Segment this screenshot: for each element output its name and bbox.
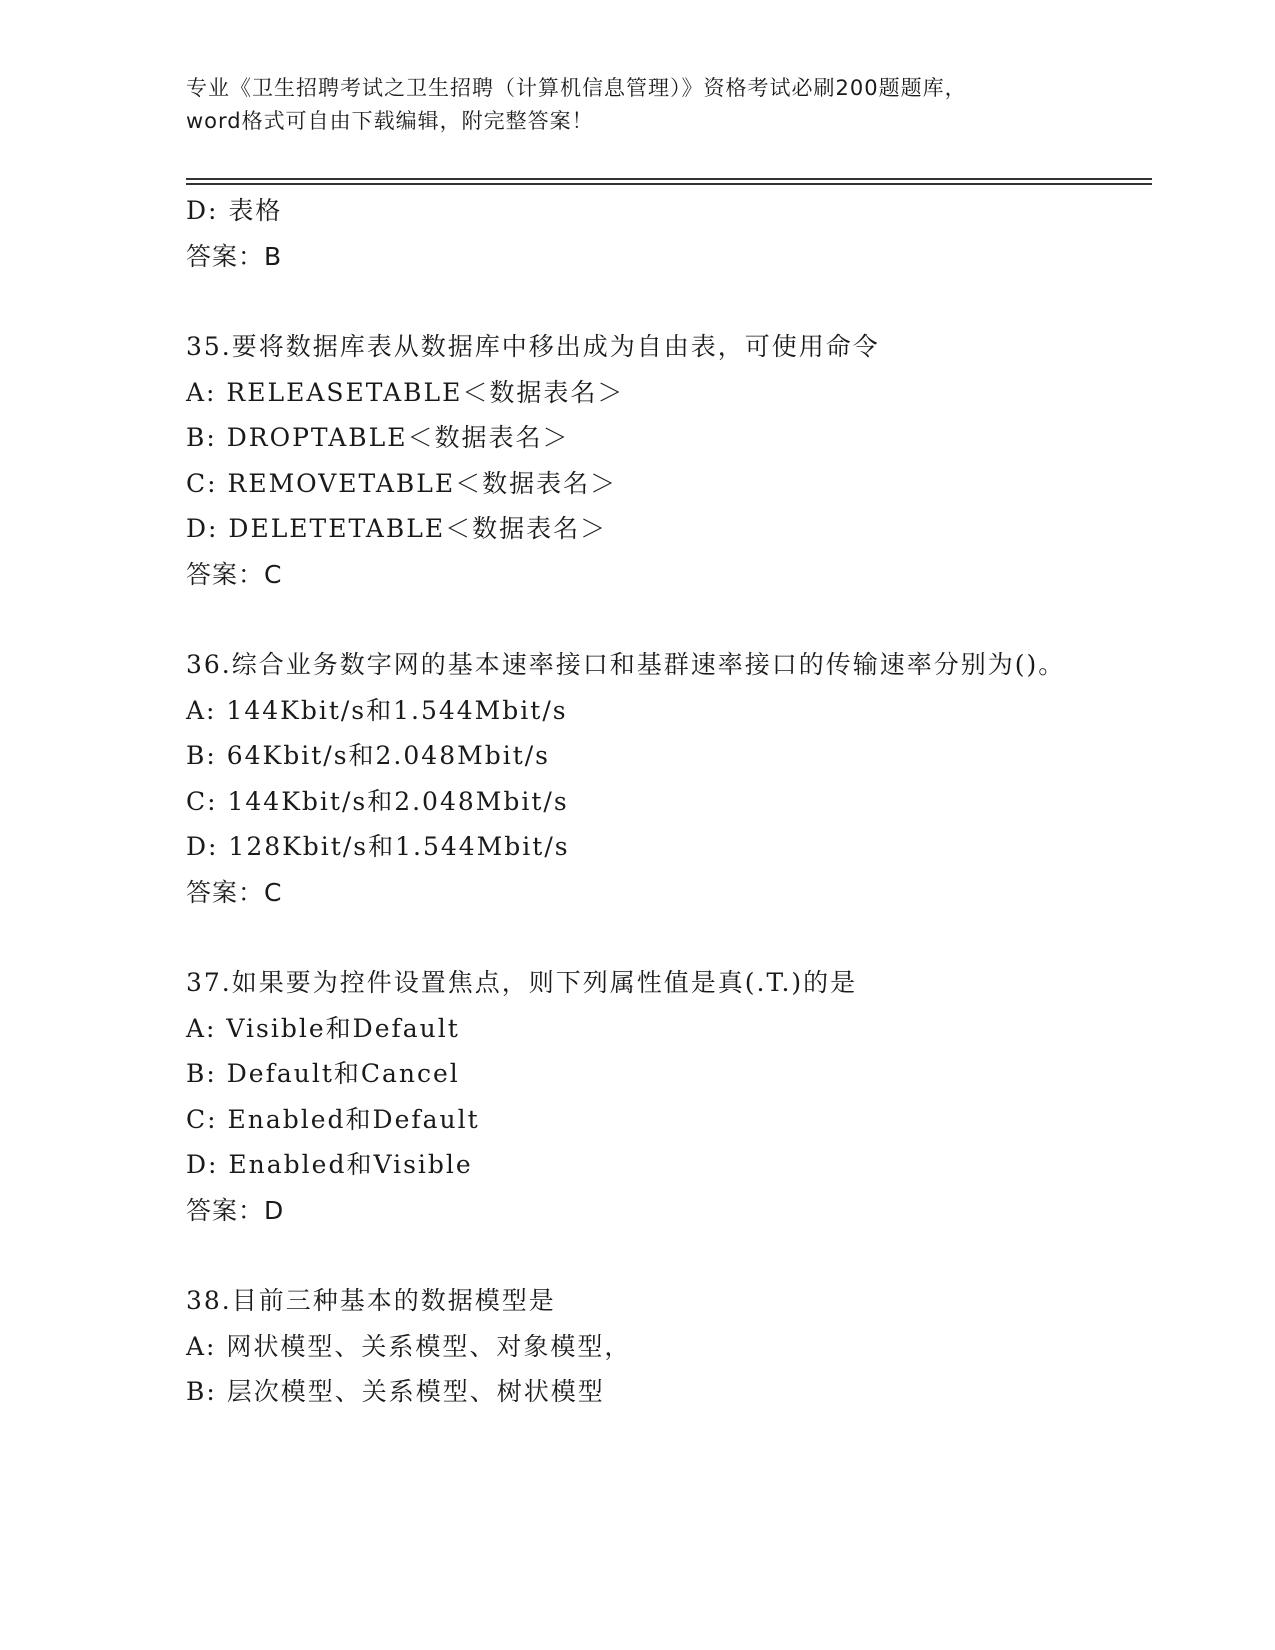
header-divider-top: [186, 178, 1152, 180]
option-a: A: 144Kbit/s和1.544Mbit/s: [186, 695, 568, 725]
question-list: [186, 188, 1146, 1415]
option-d: D: DELETETABLE＜数据表名＞: [186, 514, 608, 543]
option-b: B: DROPTABLE＜数据表名＞: [186, 423, 570, 452]
spacer: [186, 915, 1146, 960]
question-38: [186, 1278, 1146, 1415]
question-stem: 36.综合业务数字网的基本速率接口和基群速率接口的传输速率分别为()。: [186, 650, 1066, 679]
option-b: B: 64Kbit/s和2.048Mbit/s: [186, 741, 550, 770]
question-stem: 35.要将数据库表从数据库中移出成为自由表，可使用命令: [186, 332, 880, 361]
header-title-line-1: 专业《卫生招聘考试之卫生招聘（计算机信息管理）》资格考试必刷200题题库，: [186, 76, 967, 100]
answer-label: 答案：D: [186, 1195, 285, 1225]
header-divider-bottom: [186, 183, 1152, 185]
answer-label: 答案：B: [186, 241, 283, 271]
question-stem: 37.如果要为控件设置焦点，则下列属性值是真(.T.)的是: [186, 968, 858, 997]
question-37: [186, 960, 1146, 1233]
document-header: [186, 72, 1086, 138]
option-d: D: Enabled和Visible: [186, 1150, 473, 1179]
question-stem: 38.目前三种基本的数据模型是: [186, 1286, 556, 1315]
option-a: A: Visible和Default: [186, 1013, 460, 1043]
option-c: C: Enabled和Default: [186, 1104, 480, 1134]
option-b: B: 层次模型、关系模型、树状模型: [186, 1377, 605, 1406]
spacer: [186, 1233, 1146, 1278]
answer-label: 答案：C: [186, 559, 283, 589]
option-c: C: REMOVETABLE＜数据表名＞: [186, 468, 618, 498]
spacer: [186, 279, 1146, 324]
option-a: A: 网状模型、关系模型、对象模型，: [186, 1331, 632, 1361]
option-c: C: 144Kbit/s和2.048Mbit/s: [186, 786, 569, 816]
header-title-line-2: word格式可自由下载编辑，附完整答案！: [186, 109, 594, 133]
spacer: [186, 597, 1146, 642]
option-b: B: Default和Cancel: [186, 1059, 460, 1088]
question-36: [186, 642, 1146, 915]
previous-question-tail: [186, 188, 1146, 279]
option-a: A: RELEASETABLE＜数据表名＞: [186, 377, 625, 407]
question-35: [186, 324, 1146, 597]
option-d: D: 128Kbit/s和1.544Mbit/s: [186, 832, 570, 861]
option-d: D: 表格: [186, 196, 283, 225]
answer-label: 答案：C: [186, 877, 283, 907]
